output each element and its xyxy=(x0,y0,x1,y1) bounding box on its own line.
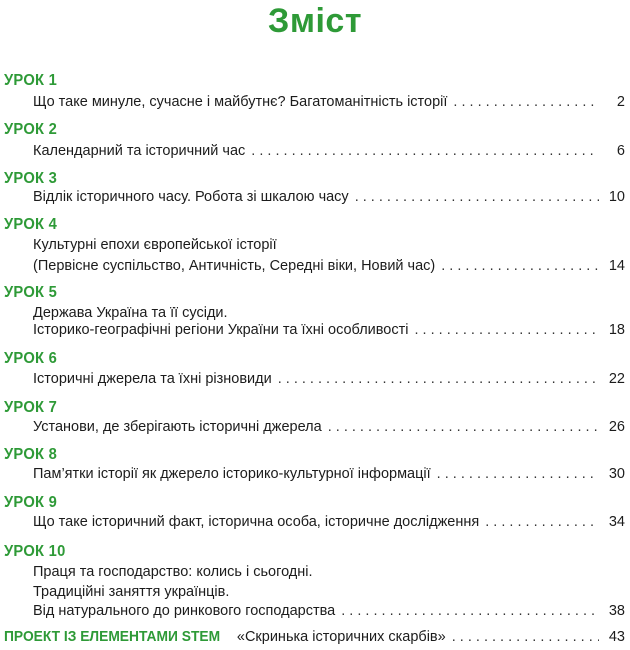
lesson-9-entry[interactable] xyxy=(33,514,625,530)
lesson-3-title: Відлік історичного часу. Робота зі шкалою часу xyxy=(33,189,349,205)
lesson-2-heading: УРОК 2 xyxy=(4,121,58,138)
lesson-4-entry[interactable] xyxy=(33,258,625,274)
lesson-5-entry[interactable] xyxy=(33,322,625,338)
lesson-10-title-line-2: Традиційні заняття українців. xyxy=(33,584,230,600)
lesson-7-title: Установи, де зберігають історичні джерела xyxy=(33,419,322,435)
leader-dots xyxy=(437,466,599,482)
project-heading: ПРОЕКТ ІЗ ЕЛЕМЕНТАМИ STEM xyxy=(4,628,221,645)
lesson-8-entry[interactable] xyxy=(33,466,625,482)
lesson-7-page: 26 xyxy=(608,419,625,435)
lesson-7-heading: УРОК 7 xyxy=(4,399,58,416)
lesson-2-entry[interactable] xyxy=(33,143,625,159)
project-title: «Скринька історичних скарбів» xyxy=(236,629,446,645)
lesson-5-heading: УРОК 5 xyxy=(4,284,58,301)
lesson-5-title-line-1: Держава Україна та її сусіди. xyxy=(33,305,228,321)
lesson-8-heading: УРОК 8 xyxy=(4,446,58,463)
lesson-9-page: 34 xyxy=(608,514,625,530)
lesson-6-page: 22 xyxy=(608,371,625,387)
lesson-3-entry[interactable] xyxy=(33,189,625,205)
lesson-2-page: 6 xyxy=(616,143,625,159)
lesson-4-heading: УРОК 4 xyxy=(4,216,58,233)
lesson-8-title: Пам’ятки історії як джерело історико-культурної інформації xyxy=(33,466,431,482)
lesson-9-title: Що таке історичний факт, історична особа, історичне дослідження xyxy=(33,514,480,530)
leader-dots xyxy=(328,419,599,435)
lesson-6-entry[interactable] xyxy=(33,371,625,387)
lesson-4-title: (Первісне суспільство, Античність, Середні віки, Новий час) xyxy=(33,258,436,274)
lesson-5-page: 18 xyxy=(608,322,625,338)
page-title: Зміст xyxy=(268,2,362,40)
lesson-1-heading: УРОК 1 xyxy=(4,72,58,89)
project-page: 43 xyxy=(608,629,625,645)
lesson-10-heading: УРОК 10 xyxy=(4,543,66,560)
leader-dots xyxy=(251,143,599,159)
lesson-8-page: 30 xyxy=(608,466,625,482)
lesson-5-title: Історико-географічні регіони України та їхні особливості xyxy=(33,322,409,338)
leader-dots xyxy=(341,603,599,619)
lesson-6-title: Історичні джерела та їхні різновиди xyxy=(33,371,272,387)
lesson-4-page: 14 xyxy=(608,258,625,274)
lesson-10-entry[interactable] xyxy=(33,603,625,619)
leader-dots xyxy=(485,514,599,530)
lesson-2-title: Календарний та історичний час xyxy=(33,143,246,159)
lesson-3-page: 10 xyxy=(608,189,625,205)
leader-dots xyxy=(452,629,599,645)
lesson-3-heading: УРОК 3 xyxy=(4,170,58,187)
lesson-4-title-line-1: Культурні епохи європейської історії xyxy=(33,237,277,253)
lesson-10-title-line-1: Праця та господарство: колись і сьогодні. xyxy=(33,564,313,580)
lesson-10-title: Від натурального до ринкового господарства xyxy=(33,603,336,619)
lesson-1-title: Що таке минуле, сучасне і майбутнє? Багатоманітність історії xyxy=(33,94,448,110)
leader-dots xyxy=(414,322,599,338)
leader-dots xyxy=(441,258,599,274)
lesson-6-heading: УРОК 6 xyxy=(4,350,58,367)
lesson-7-entry[interactable] xyxy=(33,419,625,435)
leader-dots xyxy=(453,94,599,110)
leader-dots xyxy=(278,371,599,387)
lesson-9-heading: УРОК 9 xyxy=(4,494,58,511)
leader-dots xyxy=(355,189,599,205)
project-entry[interactable] xyxy=(4,628,625,645)
lesson-1-entry[interactable] xyxy=(33,94,625,110)
lesson-10-page: 38 xyxy=(608,603,625,619)
lesson-1-page: 2 xyxy=(616,94,625,110)
